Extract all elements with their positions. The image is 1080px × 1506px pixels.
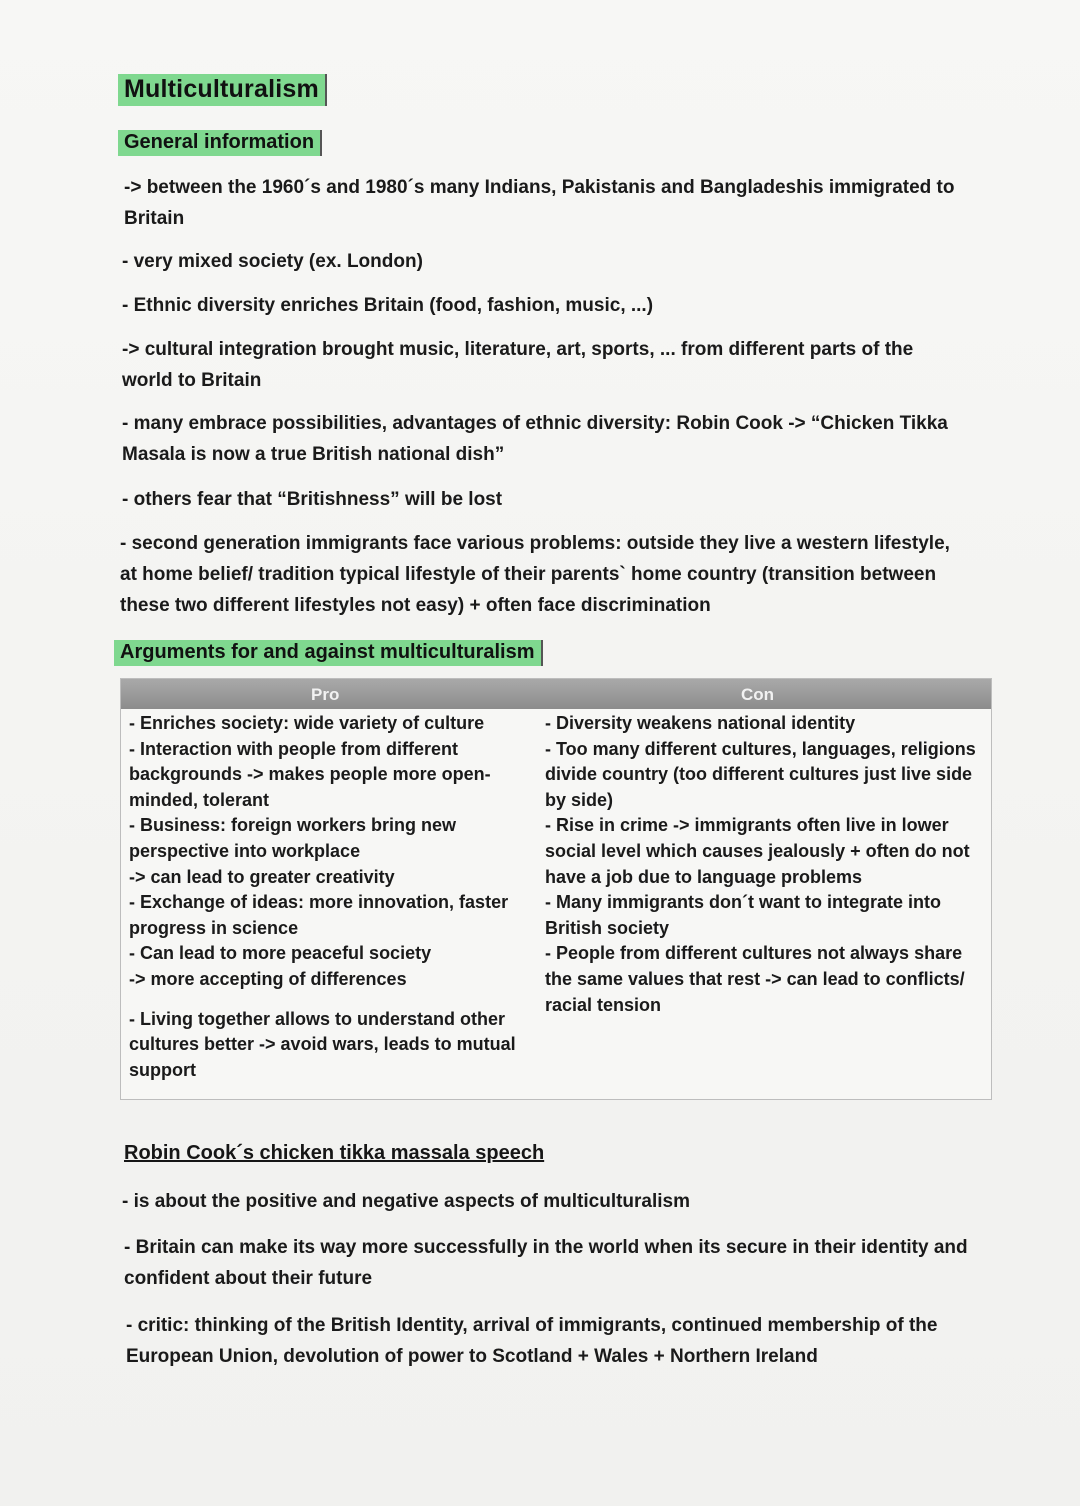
general-point-5: - many embrace possibilities, advantages of ethnic diversity: Robin Cook -> “Chicken Tikka Masala is now a true British national dish”	[122, 413, 948, 465]
title-highlight: Multiculturalism	[118, 74, 327, 106]
con-header: Con	[741, 685, 775, 704]
section-heading-speech: Robin Cook´s chicken tikka massala speech	[124, 1142, 545, 1164]
general-point-3: - Ethnic diversity enriches Britain (food, fashion, music, ...)	[122, 295, 654, 316]
general-point-6: - others fear that “Britishness” will be lost	[122, 489, 503, 510]
general-point-1: -> between the 1960´s and 1980´s many Indians, Pakistanis and Bangladeshis immigrated to Britain	[124, 177, 955, 229]
con-item: - People from different cultures not always share the same values that rest -> can lead to conflicts/ racial tension	[545, 943, 965, 1015]
pro-column	[129, 711, 519, 1083]
pro-item: - Interaction with people from different backgrounds -> makes people more open-minded, tolerant	[129, 738, 491, 810]
pro-item: - Can lead to more peaceful society	[129, 943, 432, 964]
pro-item: - Exchange of ideas: more innovation, faster progress in science	[129, 892, 509, 938]
con-column	[545, 711, 985, 1018]
pro-item: -> more accepting of differences	[129, 968, 407, 989]
speech-point-3: - critic: thinking of the British Identity, arrival of immigrants, continued membership of the European Union, devolution of power to Scotland + Wales + Northern Ireland	[126, 1315, 938, 1367]
speech-point-1: - is about the positive and negative aspects of multiculturalism	[122, 1191, 691, 1212]
table-header	[121, 679, 991, 709]
con-item: - Rise in crime -> immigrants often live in lower social level which causes jealously + often do not have a job due to language problems	[545, 815, 970, 887]
pro-item: - Enriches society: wide variety of culture	[129, 713, 485, 733]
pro-con-table	[120, 678, 992, 1100]
page-title	[118, 74, 327, 106]
section-heading-general: General information	[118, 130, 322, 156]
pro-item: - Business: foreign workers bring new perspective into workplace	[129, 815, 457, 861]
speech-point-2: - Britain can make its way more successfully in the world when its secure in their identity and confident about their future	[124, 1237, 968, 1289]
con-item: - Many immigrants don´t want to integrate into British society	[545, 892, 941, 938]
con-item: - Diversity weakens national identity	[545, 713, 856, 733]
pro-item: -> can lead to greater creativity	[129, 866, 395, 887]
con-item: - Too many different cultures, languages, religions divide country (too different cultures just live side by side)	[545, 738, 976, 810]
pro-item: - Living together allows to understand other cultures better -> avoid wars, leads to mutual support	[129, 1008, 516, 1080]
general-point-2: - very mixed society (ex. London)	[122, 251, 423, 272]
pro-header: Pro	[311, 685, 340, 704]
general-point-4: -> cultural integration brought music, literature, art, sports, ... from different parts of the world to Britain	[122, 339, 914, 391]
section-heading-arguments: Arguments for and against multiculturalism	[114, 640, 543, 666]
general-point-7: - second generation immigrants face various problems: outside they live a western lifestyle, at home belief/ tradition typical lifestyle of their parents` home country (transition between these two different lifestyles not easy) + often face discrimination	[120, 533, 950, 616]
